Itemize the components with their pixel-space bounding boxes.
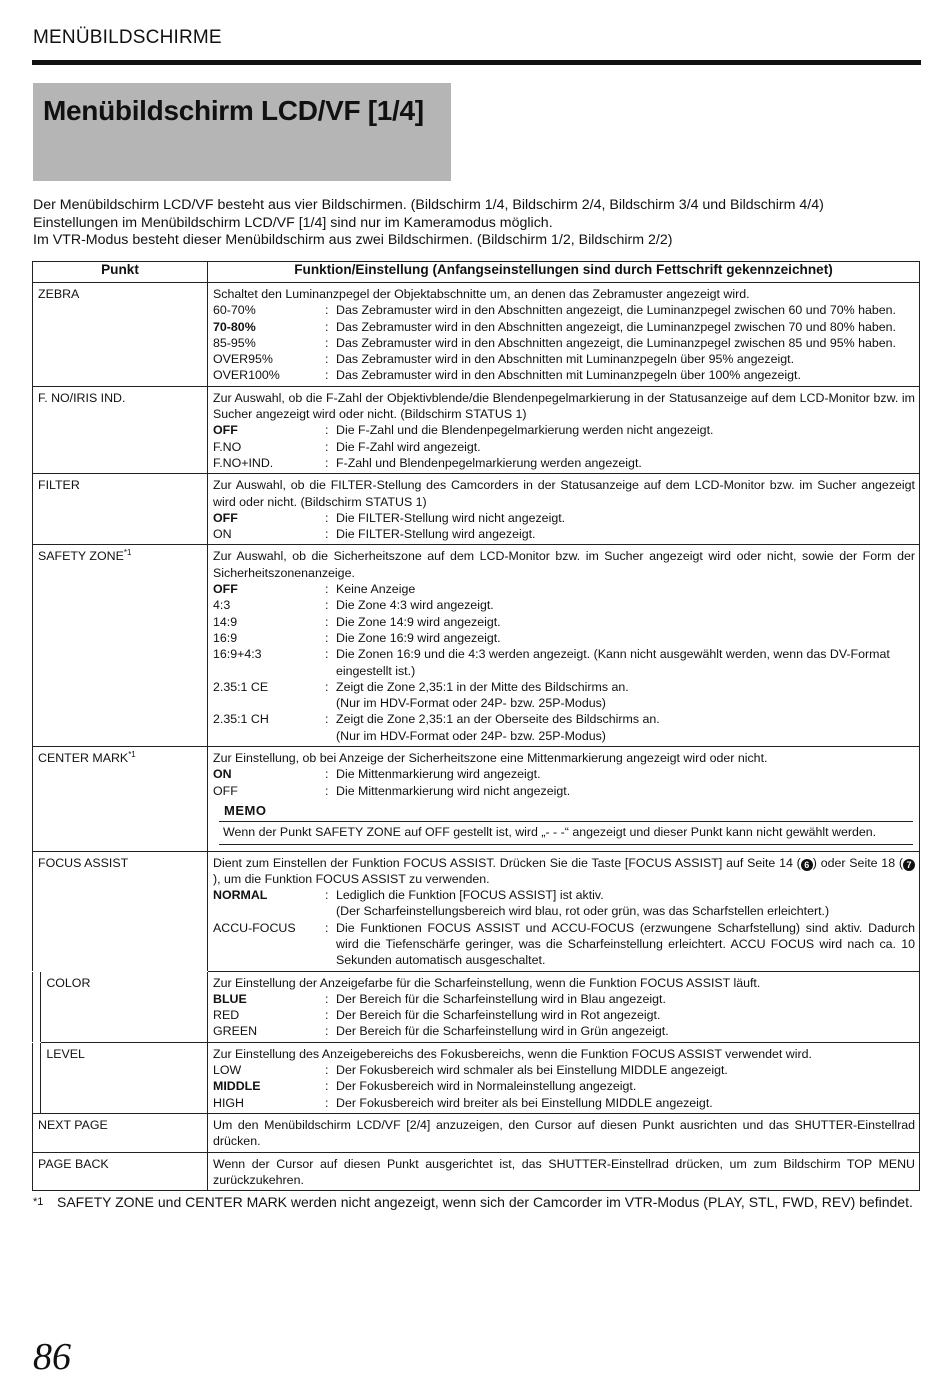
option-key: OFF	[213, 783, 238, 798]
option-value	[336, 679, 915, 712]
memo-box	[219, 803, 913, 845]
option-value: F-Zahl und Blendenpegelmarkierung werden angezeigt.	[336, 455, 642, 470]
table-row	[33, 1113, 920, 1152]
table-row	[33, 545, 920, 747]
option-key: 16:9+4:3	[213, 647, 262, 662]
footnote	[33, 1193, 921, 1212]
option-colon: :	[325, 920, 329, 935]
option-colon: :	[325, 455, 329, 470]
option-row	[213, 646, 915, 679]
item-name: LEVEL	[41, 1042, 208, 1113]
item-name: ZEBRA	[33, 283, 208, 387]
option-row	[213, 581, 915, 597]
option-colon: :	[325, 647, 329, 662]
option-key: HIGH	[213, 1095, 244, 1110]
item-name	[33, 545, 208, 747]
item-description	[208, 474, 920, 545]
footnote-text: SAFETY ZONE und CENTER MARK werden nicht angezeigt, wenn sich der Camcorder im VTR-Modus (PLAY, STL, FWD, REV) befindet.	[57, 1194, 913, 1210]
item-name	[33, 747, 208, 851]
option-key-default: OFF	[213, 423, 238, 438]
option-row	[213, 1023, 915, 1039]
option-colon: :	[325, 1079, 329, 1094]
option-value: Die Zone 16:9 wird angezeigt.	[336, 630, 501, 645]
option-value: Der Bereich für die Scharfeinstellung wird in Grün angezeigt.	[336, 1024, 669, 1039]
option-value-line: Lediglich die Funktion [FOCUS ASSIST] ist aktiv.	[336, 888, 604, 903]
option-key: OVER100%	[213, 368, 280, 383]
item-name: COLOR	[41, 971, 208, 1042]
option-colon: :	[325, 1008, 329, 1023]
option-key: GREEN	[213, 1024, 258, 1039]
footnote-mark: *1	[33, 1196, 44, 1208]
option-value: Die Zone 4:3 wird angezeigt.	[336, 598, 494, 613]
option-row	[213, 510, 915, 526]
option-value: Die Zonen 16:9 und die 4:3 werden angezeigt. (Kann nicht ausgewählt werden, wenn das DV-Format eingestellt ist.)	[336, 647, 890, 678]
option-key-default: ON	[213, 767, 232, 782]
option-row	[213, 630, 915, 646]
option-colon: :	[325, 527, 329, 542]
description-text: Zur Auswahl, ob die Sicherheitszone auf dem LCD-Monitor bzw. im Sucher angezeigt wird oder nicht, sowie der Form der Sicherheitszonenanzeige.	[213, 549, 915, 580]
option-value: Der Fokusbereich wird breiter als bei Einstellung MIDDLE angezeigt.	[336, 1095, 713, 1110]
option-colon: :	[325, 368, 329, 383]
item-name: F. NO/IRIS IND.	[33, 386, 208, 473]
description-text: Schaltet den Luminanzpegel der Objektabschnitte um, an denen das Zebramuster angezeigt wird.	[213, 287, 750, 301]
option-key: LOW	[213, 1063, 242, 1078]
option-key: ACCU-FOCUS	[213, 920, 296, 935]
option-key: OVER95%	[213, 352, 273, 367]
option-colon: :	[325, 303, 329, 318]
description-text: Zur Auswahl, ob die FILTER-Stellung des Camcorders in der Statusanzeige auf dem LCD-Monitor bzw. im Sucher angezeigt wird oder nicht. (Bildschirm STATUS 1)	[213, 478, 915, 509]
memo-text: Wenn der Punkt SAFETY ZONE auf OFF gestellt ist, wird „- - -“ angezeigt und dieser Punkt kann nicht gewählt werden.	[223, 825, 877, 840]
option-value: Das Zebramuster wird in den Abschnitten angezeigt, die Luminanzpegel zwischen 70 und 80% haben.	[336, 319, 896, 334]
option-colon: :	[325, 510, 329, 525]
description-part: ) oder Seite 18 (	[812, 855, 903, 870]
option-value	[336, 711, 915, 744]
option-row	[213, 335, 915, 351]
item-name-text: SAFETY ZONE	[38, 549, 124, 564]
title-box	[33, 83, 451, 181]
option-key: ON	[213, 527, 232, 542]
description-part: Dient zum Einstellen der Funktion FOCUS ASSIST. Drücken Sie die Taste [FOCUS ASSIST] auf Seite 14 (	[213, 855, 801, 870]
column-header-function: Funktion/Einstellung (Anfangseinstellungen sind durch Fettschrift gekennzeichnet)	[208, 262, 920, 283]
option-value-line: Zeigt die Zone 2,35:1 in der Mitte des Bildschirms an.	[336, 679, 629, 694]
table-row	[33, 1152, 920, 1191]
description-text: Zur Auswahl, ob die F-Zahl der Objektivblende/die Blendenpegelmarkierung in der Statusanzeige auf dem LCD-Monitor bzw. im Sucher angezeigt wird oder nicht. (Bildschirm STATUS 1)	[213, 390, 915, 422]
option-value-note: (Der Scharfeinstellungsbereich wird blau, rot oder grün, was das Scharfstellen erleichtert.)	[336, 904, 830, 919]
option-colon: :	[325, 630, 329, 645]
option-value: Die FILTER-Stellung wird nicht angezeigt.	[336, 510, 566, 525]
option-value: Die Zone 14:9 wird angezeigt.	[336, 614, 501, 629]
memo-title: MEMO	[224, 802, 267, 818]
option-key-default: MIDDLE	[213, 1079, 261, 1094]
option-colon: :	[325, 598, 329, 613]
option-value: Die Funktionen FOCUS ASSIST und ACCU-FOCUS (erzwungene Scharfstellung) sind aktiv. Dadurch wird die Tiefenschärfe geringer, was die Scharfeinstellung erleichtert. ACCU FOCUS wird nach ca. 10 Sekunden automatisch ausgeschaltet.	[336, 920, 915, 968]
option-row	[213, 1095, 915, 1111]
option-colon: :	[325, 679, 329, 694]
option-colon: :	[325, 614, 329, 629]
option-key-default: OFF	[213, 582, 238, 597]
column-header-item: Punkt	[33, 262, 208, 283]
option-colon: :	[325, 319, 329, 334]
option-value: Das Zebramuster wird in den Abschnitten mit Luminanzpegeln über 100% angezeigt.	[336, 368, 801, 383]
option-value: Keine Anzeige	[336, 582, 416, 597]
option-colon: :	[325, 767, 329, 782]
option-key: 2.35:1 CE	[213, 679, 269, 694]
option-key: F.NO+IND.	[213, 455, 274, 470]
option-colon: :	[325, 991, 329, 1006]
option-colon: :	[325, 352, 329, 367]
option-value: Der Fokusbereich wird schmaler als bei Einstellung MIDDLE angezeigt.	[336, 1063, 728, 1078]
option-key: RED	[213, 1008, 240, 1023]
option-key-default: NORMAL	[213, 888, 268, 903]
option-row	[213, 783, 915, 799]
option-value: Die F-Zahl und die Blendenpegelmarkierung werden nicht angezeigt.	[336, 423, 714, 438]
table-header-row	[33, 262, 920, 283]
table-row	[33, 747, 920, 851]
option-row	[213, 351, 915, 367]
option-key-default: OFF	[213, 510, 238, 525]
table-row	[33, 1042, 920, 1113]
intro-line: Im VTR-Modus besteht dieser Menübildschirm aus zwei Bildschirmen. (Bildschirm 1/2, Bildschirm 2/2)	[33, 232, 673, 248]
description-text: Zur Einstellung des Anzeigebereichs des Fokusbereichs, wenn die Funktion FOCUS ASSIST verwendet wird.	[213, 1046, 812, 1061]
option-value: Das Zebramuster wird in den Abschnitten mit Luminanzpegeln über 95% angezeigt.	[336, 352, 795, 367]
option-row	[213, 455, 915, 471]
item-description	[208, 1042, 920, 1113]
table-row	[33, 474, 920, 545]
option-row	[213, 679, 915, 712]
item-description: Wenn der Cursor auf diesen Punkt ausgerichtet ist, das SHUTTER-Einstellrad drücken, um zum Bildschirm TOP MENU zurückzukehren.	[208, 1152, 920, 1191]
item-description: Um den Menübildschirm LCD/VF [2/4] anzuzeigen, den Cursor auf diesen Punkt ausrichten und das SHUTTER-Einstellrad drücken.	[208, 1113, 920, 1152]
intro-text	[33, 197, 923, 250]
option-row	[213, 422, 915, 438]
option-colon: :	[325, 582, 329, 597]
option-row	[213, 597, 915, 613]
callout-7-icon: 7	[903, 859, 915, 871]
description-text: Zur Einstellung der Anzeigefarbe für die Scharfeinstellung, wenn die Funktion FOCUS ASSIST läuft.	[213, 975, 761, 990]
section-header: MENÜBILDSCHIRME	[33, 27, 222, 48]
option-colon: :	[325, 1063, 329, 1078]
option-value: Die FILTER-Stellung wird angezeigt.	[336, 527, 536, 542]
item-name: FILTER	[33, 474, 208, 545]
description-text: Zur Einstellung, ob bei Anzeige der Sicherheitszone eine Mittenmarkierung angezeigt wird oder nicht.	[213, 751, 768, 766]
table-row	[33, 971, 920, 1042]
item-description	[208, 747, 920, 851]
option-key: F.NO	[213, 439, 242, 454]
option-row	[213, 614, 915, 630]
option-row	[213, 367, 915, 383]
option-key: 16:9	[213, 630, 238, 645]
description-part: ), um die Funktion FOCUS ASSIST zu verwenden.	[213, 871, 490, 886]
item-name-text: CENTER MARK	[38, 751, 129, 766]
option-colon: :	[325, 1024, 329, 1039]
option-key: 2.35:1 CH	[213, 712, 269, 727]
item-name: FOCUS ASSIST	[33, 851, 208, 971]
option-row	[213, 319, 915, 335]
option-value: Der Bereich für die Scharfeinstellung wird in Blau angezeigt.	[336, 991, 666, 1006]
item-name: NEXT PAGE	[33, 1113, 208, 1152]
option-key-default: BLUE	[213, 991, 247, 1006]
page-title: Menübildschirm LCD/VF [1/4]	[43, 95, 424, 126]
option-row	[213, 887, 915, 920]
option-key: 14:9	[213, 614, 238, 629]
table-row	[33, 386, 920, 473]
sub-indent	[33, 1042, 41, 1113]
description-text	[213, 855, 915, 888]
option-row	[213, 991, 915, 1007]
header-rule	[32, 60, 921, 65]
item-description	[208, 386, 920, 473]
option-row	[213, 526, 915, 542]
item-description	[208, 851, 920, 971]
intro-line: Einstellungen im Menübildschirm LCD/VF [1/4] sind nur im Kameramodus möglich.	[33, 214, 553, 231]
option-value: Der Bereich für die Scharfeinstellung wird in Rot angezeigt.	[336, 1008, 661, 1023]
option-key: 60-70%	[213, 303, 256, 318]
option-row	[213, 439, 915, 455]
page-number: 86	[33, 1336, 71, 1378]
option-row	[213, 1062, 915, 1078]
option-key: 4:3	[213, 598, 231, 613]
option-value: Die F-Zahl wird angezeigt.	[336, 439, 481, 454]
table-row	[33, 851, 920, 971]
option-row	[213, 766, 915, 782]
option-row	[213, 711, 915, 744]
option-value	[336, 887, 915, 920]
option-value: Das Zebramuster wird in den Abschnitten angezeigt, die Luminanzpegel zwischen 85 und 95% haben.	[336, 335, 896, 350]
option-colon: :	[325, 1095, 329, 1110]
callout-6-icon: 6	[801, 859, 813, 871]
sub-indent	[33, 971, 41, 1042]
item-description	[208, 545, 920, 747]
option-key: 85-95%	[213, 335, 256, 350]
option-value-line: Zeigt die Zone 2,35:1 an der Oberseite des Bildschirms an.	[336, 712, 660, 727]
option-value: Die Mittenmarkierung wird angezeigt.	[336, 767, 541, 782]
option-colon: :	[325, 783, 329, 798]
option-row	[213, 1007, 915, 1023]
option-row	[213, 1078, 915, 1094]
option-value-note: (Nur im HDV-Format oder 24P- bzw. 25P-Modus)	[336, 728, 606, 743]
option-colon: :	[325, 423, 329, 438]
option-colon: :	[325, 439, 329, 454]
option-colon: :	[325, 335, 329, 350]
option-value-note: (Nur im HDV-Format oder 24P- bzw. 25P-Modus)	[336, 696, 606, 711]
memo-bottom-rule	[219, 844, 913, 845]
option-key-default: 70-80%	[213, 319, 256, 334]
option-colon: :	[325, 712, 329, 727]
option-colon: :	[325, 888, 329, 903]
table-row	[33, 283, 920, 387]
footnote-ref: *1	[128, 749, 136, 759]
item-description	[208, 283, 920, 387]
option-value: Der Fokusbereich wird in Normaleinstellung angezeigt.	[336, 1079, 637, 1094]
intro-line: Der Menübildschirm LCD/VF besteht aus vier Bildschirmen. (Bildschirm 1/4, Bildschirm 2/4, Bildschirm 3/4 und Bildschirm 4/4)	[33, 197, 824, 213]
option-row	[213, 920, 915, 969]
option-value: Das Zebramuster wird in den Abschnitten angezeigt, die Luminanzpegel zwischen 60 und 70% haben.	[336, 303, 896, 318]
option-row	[213, 302, 915, 318]
footnote-ref: *1	[123, 548, 132, 558]
item-description	[208, 971, 920, 1042]
item-name: PAGE BACK	[33, 1152, 208, 1191]
option-value: Die Mittenmarkierung wird nicht angezeigt.	[336, 783, 571, 798]
settings-table	[32, 261, 920, 1191]
